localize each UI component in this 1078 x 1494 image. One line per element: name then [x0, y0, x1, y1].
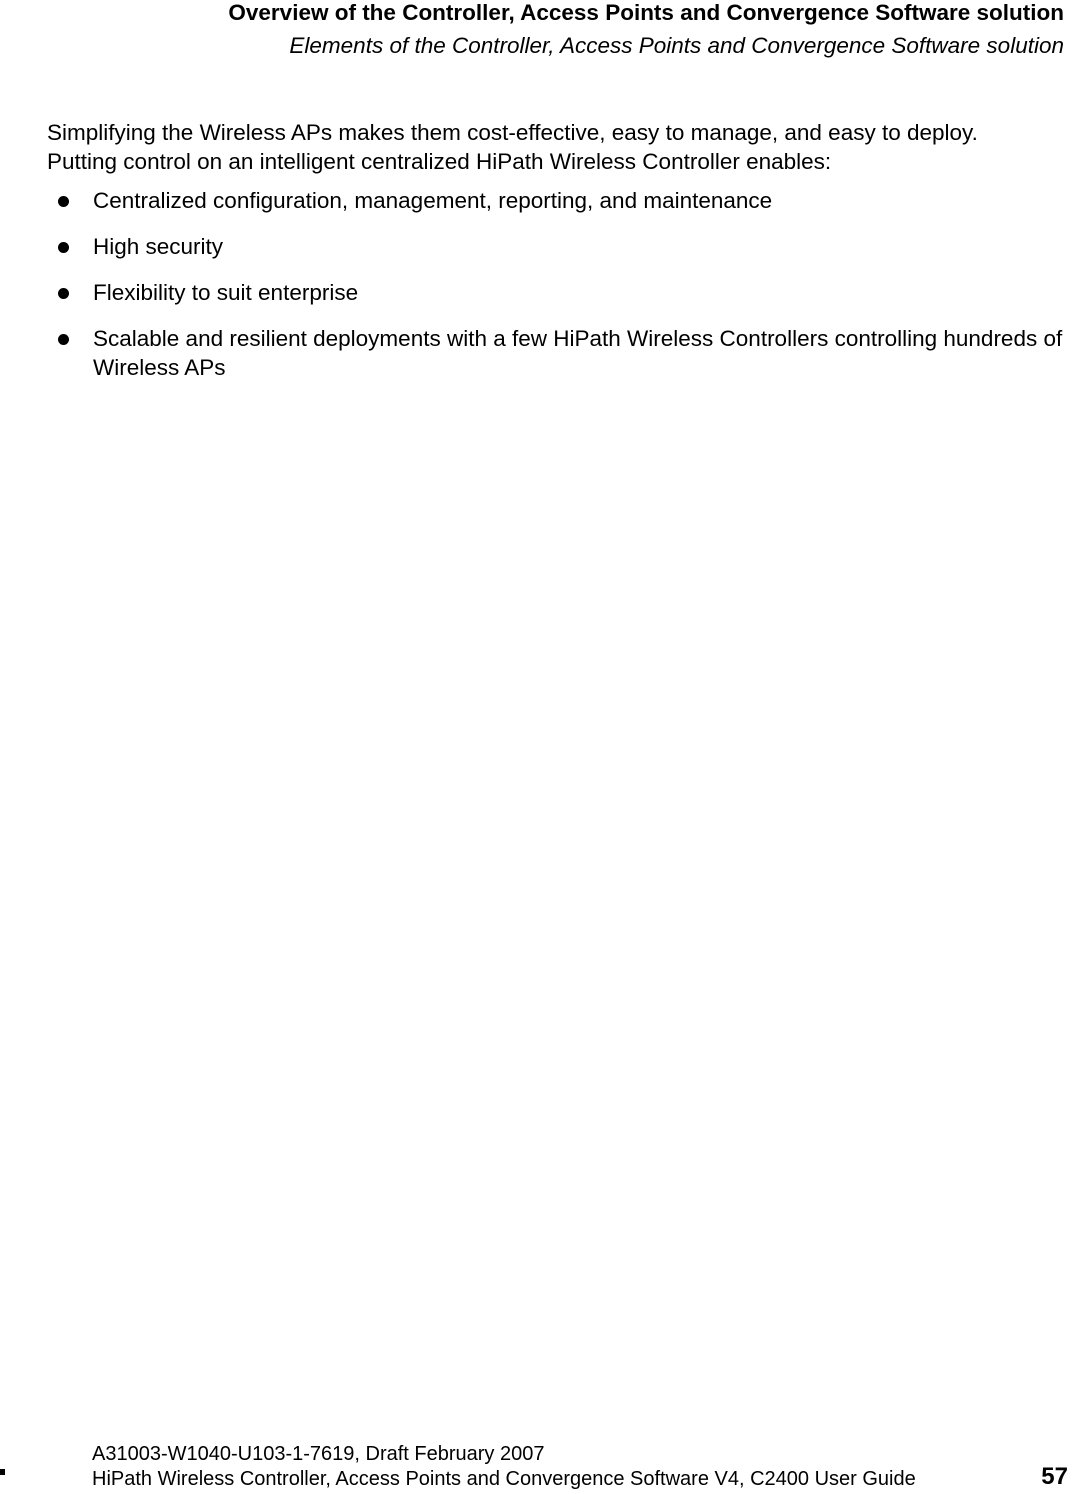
list-item-text: Centralized configuration, management, reporting, and maintenance — [93, 188, 773, 213]
bullet-icon — [58, 288, 69, 299]
bullet-icon — [58, 196, 69, 207]
main-content — [47, 118, 1067, 399]
benefits-list — [47, 186, 1067, 382]
section-title: Elements of the Controller, Access Points and Convergence Software solution — [289, 33, 1064, 58]
chapter-title: Overview of the Controller, Access Points and Convergence Software solution — [228, 0, 1064, 25]
list-item-text: Scalable and resilient deployments with a few HiPath Wireless Controllers controlling hundreds of Wireless APs — [93, 326, 1063, 380]
running-header — [24, 0, 1064, 60]
page-number: 57 — [1041, 1463, 1068, 1490]
bullet-icon — [58, 334, 69, 345]
list-item — [47, 232, 1067, 261]
intro-line-2: Putting control on an intelligent centralized HiPath Wireless Controller enables: — [47, 149, 832, 174]
intro-line-1: Simplifying the Wireless APs makes them cost-effective, easy to manage, and easy to deploy. — [47, 120, 978, 145]
list-item-text: Flexibility to suit enterprise — [93, 280, 359, 305]
list-item — [47, 278, 1067, 307]
document-title: HiPath Wireless Controller, Access Points and Convergence Software V4, C2400 User Guide — [92, 1468, 916, 1490]
bullet-icon — [58, 242, 69, 253]
document-id: A31003-W1040-U103-1-7619, Draft February 2007 — [92, 1443, 545, 1465]
intro-paragraph — [47, 118, 1067, 176]
page-footer — [92, 1442, 1068, 1492]
list-item-text: High security — [93, 234, 224, 259]
list-item — [47, 324, 1067, 382]
list-item — [47, 186, 1067, 215]
margin-mark — [0, 1469, 5, 1475]
